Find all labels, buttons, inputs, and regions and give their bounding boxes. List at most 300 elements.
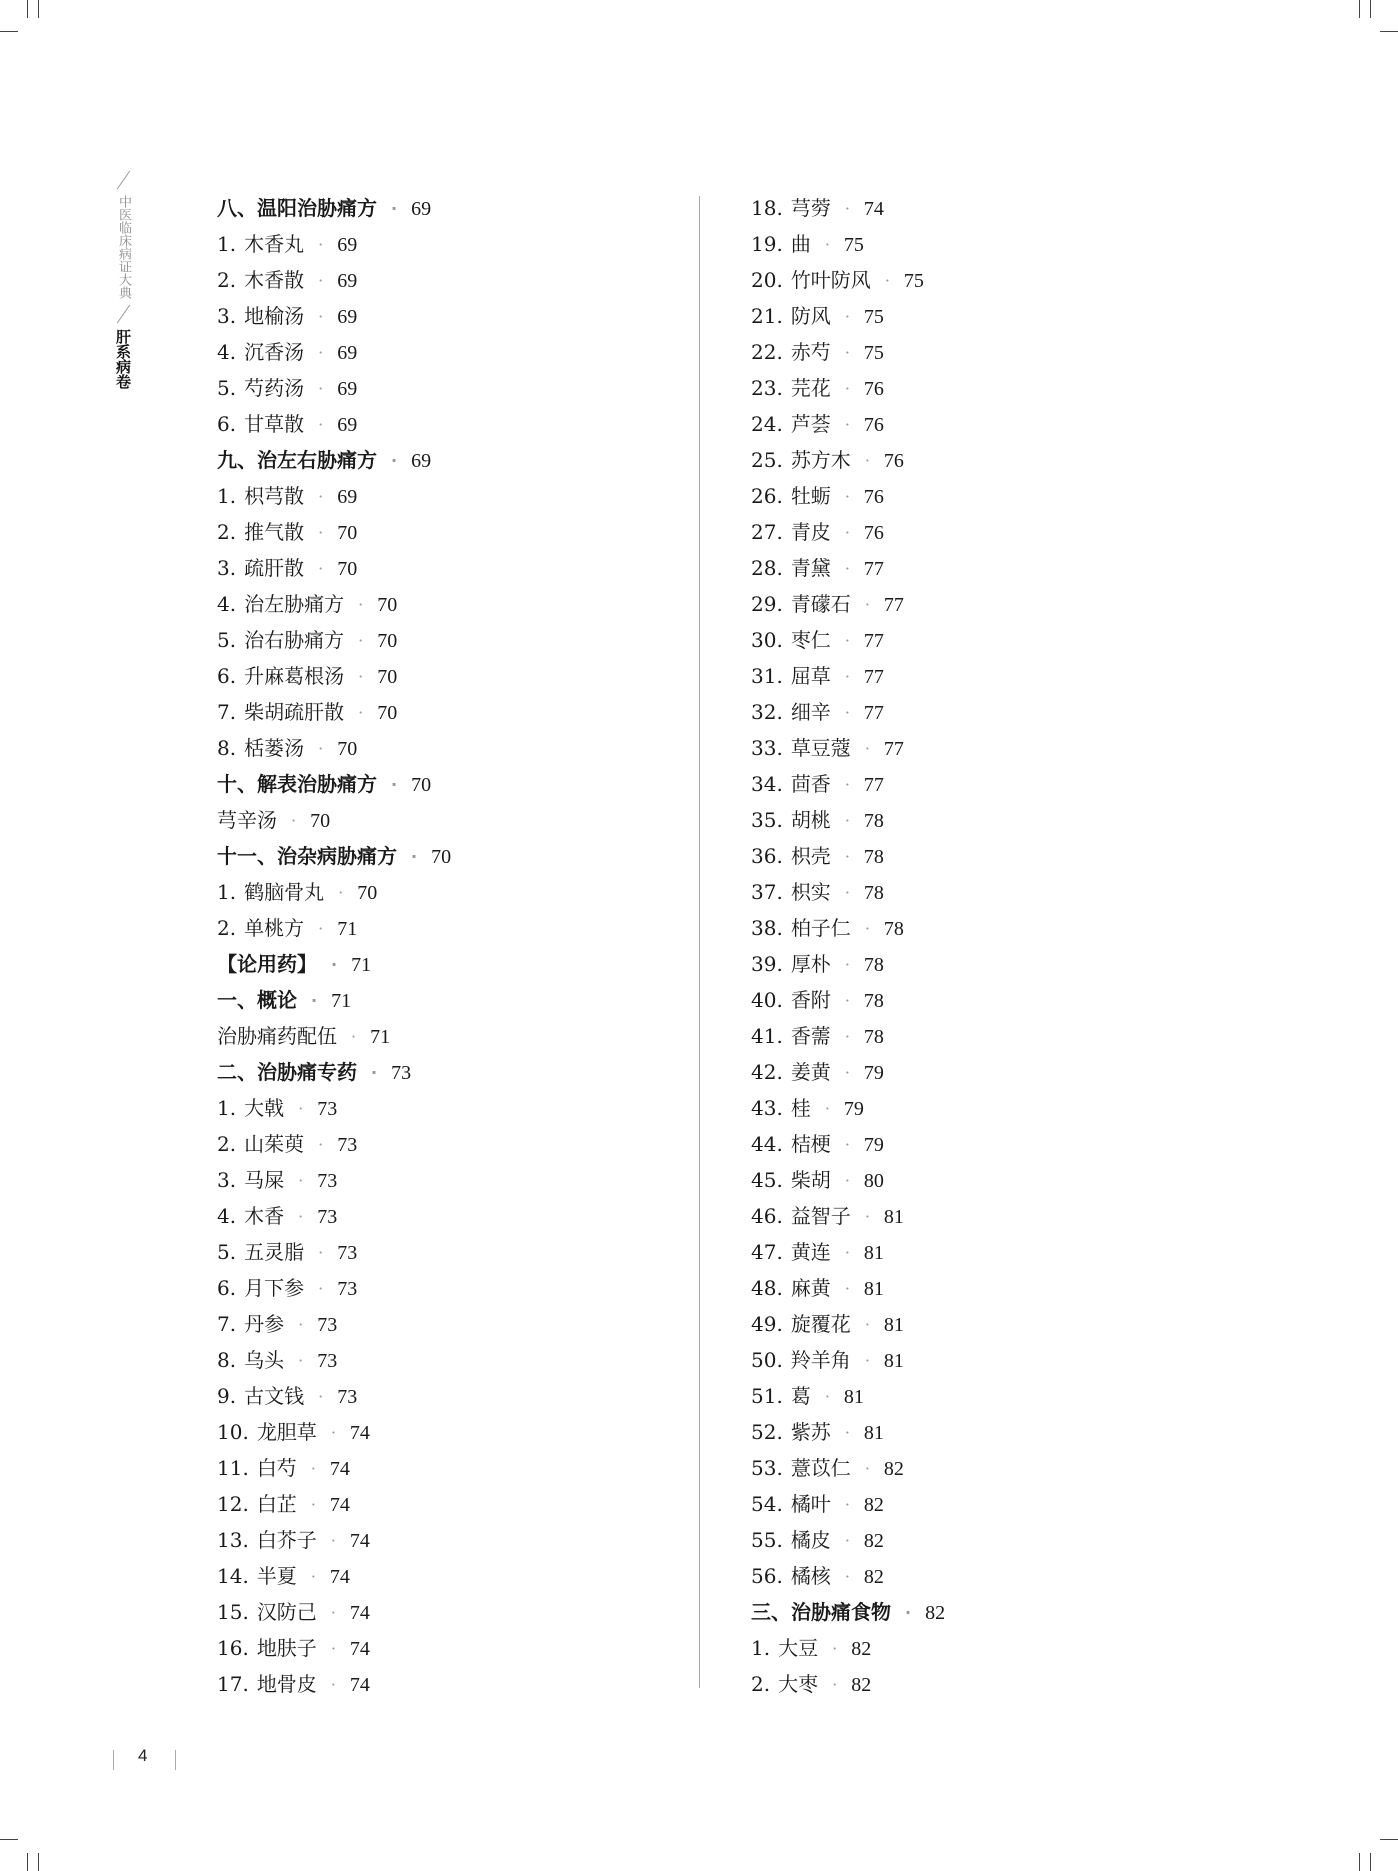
toc-entry-title: 山茱萸	[244, 1132, 305, 1156]
leader-dot: ·	[318, 1243, 324, 1262]
toc-entry[interactable]	[751, 1306, 945, 1342]
leader-dot: ·	[844, 775, 850, 794]
toc-entry-page: 77	[883, 738, 904, 760]
toc-entry-title: 香附	[790, 988, 831, 1012]
toc-entry[interactable]	[751, 1378, 945, 1414]
leader-dot: ·	[318, 1135, 324, 1154]
toc-entry-page: 71	[337, 918, 358, 940]
toc-entry-page: 73	[317, 1350, 338, 1372]
toc-entry-number: 41.	[751, 1024, 783, 1048]
series-title: 中医临床病证大典	[116, 195, 131, 299]
toc-entry-title: 柴胡	[790, 1168, 831, 1192]
toc-entry[interactable]	[751, 1234, 945, 1270]
toc-entry-title: 橘叶	[790, 1492, 831, 1516]
toc-entry-page: 74	[863, 198, 884, 220]
toc-entry[interactable]	[217, 1666, 451, 1702]
toc-entry-page: 82	[851, 1674, 872, 1696]
toc-entry[interactable]	[751, 802, 945, 838]
toc-entry[interactable]	[217, 1450, 451, 1486]
toc-entry-number: 23.	[751, 376, 783, 400]
toc-entry[interactable]	[751, 514, 945, 550]
crop-mark-tr-h	[1380, 31, 1398, 32]
toc-entry-page: 80	[863, 1170, 884, 1192]
toc-entry-page: 69	[411, 198, 432, 220]
toc-entry[interactable]	[217, 1162, 451, 1198]
toc-entry[interactable]	[217, 1198, 451, 1234]
toc-entry-number: 5.	[217, 628, 237, 652]
toc-entry-page: 69	[337, 378, 358, 400]
toc-entry-title: 鹤脑骨丸	[244, 880, 325, 904]
toc-entry-title: 枣仁	[790, 628, 831, 652]
toc-entry-title: 枳芎散	[244, 484, 305, 508]
leader-dot: ·	[318, 523, 324, 542]
toc-entry-number: 1.	[217, 880, 237, 904]
toc-section-heading[interactable]	[751, 1594, 945, 1630]
crop-mark-tl-h	[0, 31, 18, 32]
toc-entry-page: 73	[337, 1134, 358, 1156]
toc-entry-title: 益智子	[790, 1204, 851, 1228]
toc-entry-title: 桂	[790, 1096, 811, 1120]
crop-mark-bl-v1	[27, 1853, 28, 1871]
toc-entry-title: 薏苡仁	[790, 1456, 851, 1480]
leader-dot: ·	[864, 451, 870, 470]
toc-entry-title: 地肤子	[256, 1636, 317, 1660]
toc-entry-title: 香薷	[790, 1024, 831, 1048]
toc-entry-page: 79	[863, 1062, 884, 1084]
toc-entry-number: 29.	[751, 592, 783, 616]
toc-entry[interactable]	[751, 442, 945, 478]
toc-entry-page: 70	[377, 594, 398, 616]
toc-entry-number: 18.	[751, 196, 783, 220]
toc-entry-number: 44.	[751, 1132, 783, 1156]
toc-entry-page: 70	[411, 774, 432, 796]
leader-dot: ·	[844, 1063, 850, 1082]
toc-entry[interactable]	[217, 1558, 451, 1594]
toc-entry-title: 木香丸	[244, 232, 305, 256]
toc-entry-title: 屈草	[790, 664, 831, 688]
toc-section-heading[interactable]	[217, 838, 451, 874]
leader-dot: ·	[844, 487, 850, 506]
toc-entry[interactable]	[751, 1558, 945, 1594]
toc-entry[interactable]	[217, 1306, 451, 1342]
toc-entry-title: 治胁痛药配伍	[217, 1024, 337, 1048]
toc-entry-page: 82	[863, 1530, 884, 1552]
toc-entry-title: 青礞石	[790, 592, 851, 616]
toc-entry-page: 78	[883, 918, 904, 940]
toc-entry[interactable]	[751, 334, 945, 370]
leader-dot: ·	[844, 883, 850, 902]
toc-entry[interactable]	[217, 370, 451, 406]
leader-dot: ·	[844, 343, 850, 362]
toc-entry[interactable]	[217, 1414, 451, 1450]
toc-entry-title: 大豆	[778, 1636, 819, 1660]
toc-entry-page: 76	[863, 522, 884, 544]
toc-entry-number: 54.	[751, 1492, 783, 1516]
leader-dot: ·	[298, 1207, 304, 1226]
toc-entry[interactable]	[217, 1018, 451, 1054]
toc-entry-page: 75	[863, 342, 884, 364]
toc-entry[interactable]	[217, 478, 451, 514]
toc-entry[interactable]	[751, 226, 945, 262]
toc-entry-title: 芫花	[790, 376, 831, 400]
leader-dot: ·	[291, 811, 297, 830]
toc-entry-number: 1.	[217, 1096, 237, 1120]
toc-entry[interactable]	[751, 478, 945, 514]
toc-entry[interactable]	[751, 298, 945, 334]
leader-dot: ·	[330, 1603, 336, 1622]
toc-entry-title: 厚朴	[790, 952, 831, 976]
toc-entry[interactable]	[751, 910, 945, 946]
toc-entry-page: 70	[337, 738, 358, 760]
toc-entry[interactable]	[751, 874, 945, 910]
toc-entry-title: 一、概论	[217, 988, 297, 1012]
toc-entry-number: 8.	[217, 1348, 237, 1372]
toc-entry-page: 73	[317, 1314, 338, 1336]
leader-dot: ·	[318, 235, 324, 254]
leader-dot: ·	[844, 523, 850, 542]
toc-entry-number: 8.	[217, 736, 237, 760]
leader-dot: ·	[844, 1279, 850, 1298]
toc-entry[interactable]	[751, 370, 945, 406]
toc-entry[interactable]	[217, 406, 451, 442]
toc-entry-title: 枳壳	[790, 844, 831, 868]
toc-entry-number: 25.	[751, 448, 783, 472]
toc-entry-title: 苏方木	[790, 448, 851, 472]
toc-entry[interactable]	[751, 658, 945, 694]
toc-entry-page: 70	[431, 846, 452, 868]
toc-entry-number: 3.	[217, 556, 237, 580]
toc-entry-title: 推气散	[244, 520, 305, 544]
toc-entry-number: 48.	[751, 1276, 783, 1300]
toc-entry[interactable]	[217, 1090, 451, 1126]
toc-entry-title: 甘草散	[244, 412, 305, 436]
toc-entry-number: 16.	[217, 1636, 249, 1660]
toc-entry[interactable]	[217, 802, 451, 838]
toc-entry[interactable]	[751, 550, 945, 586]
toc-entry-title: 枳实	[790, 880, 831, 904]
leader-dot: ·	[318, 1279, 324, 1298]
toc-entry[interactable]	[751, 1450, 945, 1486]
toc-entry-page: 74	[349, 1674, 370, 1696]
toc-entry-page: 77	[883, 594, 904, 616]
toc-entry[interactable]	[217, 1486, 451, 1522]
leader-dot: ·	[318, 343, 324, 362]
toc-entry-page: 73	[391, 1062, 412, 1084]
toc-entry[interactable]	[217, 1342, 451, 1378]
toc-entry-page: 74	[329, 1494, 350, 1516]
toc-entry-page: 70	[337, 522, 358, 544]
toc-entry[interactable]	[217, 622, 451, 658]
toc-entry-page: 77	[863, 774, 884, 796]
toc-section-heading[interactable]	[217, 766, 451, 802]
toc-entry-title: 白芷	[256, 1492, 297, 1516]
leader-dot: ·	[844, 991, 850, 1010]
toc-entry-title: 五灵脂	[244, 1240, 305, 1264]
toc-entry-number: 55.	[751, 1528, 783, 1552]
toc-section-heading[interactable]	[217, 946, 451, 982]
toc-entry-title: 芦荟	[790, 412, 831, 436]
leader-dot: ·	[844, 379, 850, 398]
toc-entry-number: 13.	[217, 1528, 249, 1552]
toc-entry-page: 70	[377, 702, 398, 724]
toc-entry[interactable]	[217, 1594, 451, 1630]
toc-entry-number: 19.	[751, 232, 783, 256]
toc-entry-title: 细辛	[790, 700, 831, 724]
volume-title: 肝系病卷	[114, 329, 132, 389]
toc-entry-page: 74	[349, 1422, 370, 1444]
toc-entry-page: 69	[337, 306, 358, 328]
toc-entry-title: 八、温阳治胁痛方	[217, 196, 377, 220]
toc-entry[interactable]	[217, 1270, 451, 1306]
toc-entry[interactable]	[217, 730, 451, 766]
toc-entry-number: 50.	[751, 1348, 783, 1372]
toc-entry-title: 姜黄	[790, 1060, 831, 1084]
toc-entry[interactable]	[217, 334, 451, 370]
toc-entry-title: 桔梗	[790, 1132, 831, 1156]
toc-entry[interactable]	[751, 1054, 945, 1090]
leader-dot: ·	[905, 1603, 912, 1622]
toc-entry-number: 22.	[751, 340, 783, 364]
toc-entry-page: 73	[317, 1170, 338, 1192]
toc-entry[interactable]	[751, 586, 945, 622]
toc-entry-page: 73	[317, 1206, 338, 1228]
toc-entry-number: 36.	[751, 844, 783, 868]
toc-entry[interactable]	[217, 586, 451, 622]
toc-entry[interactable]	[217, 298, 451, 334]
toc-entry-number: 56.	[751, 1564, 783, 1588]
toc-entry-number: 2.	[217, 268, 237, 292]
leader-dot: ·	[864, 919, 870, 938]
toc-entry[interactable]	[217, 1522, 451, 1558]
crop-mark-tr-v1	[1370, 0, 1371, 18]
toc-entry[interactable]	[217, 874, 451, 910]
toc-entry-title: 竹叶防风	[790, 268, 871, 292]
crop-mark-br-v1	[1370, 1853, 1371, 1871]
toc-entry-title: 升麻葛根汤	[244, 664, 345, 688]
toc-entry-page: 70	[310, 810, 331, 832]
toc-entry[interactable]	[217, 514, 451, 550]
leader-dot: ·	[844, 1027, 850, 1046]
toc-entry-title: 大戟	[244, 1096, 285, 1120]
toc-entry[interactable]	[751, 1666, 945, 1702]
toc-entry-number: 34.	[751, 772, 783, 796]
toc-entry-number: 40.	[751, 988, 783, 1012]
toc-entry[interactable]	[217, 550, 451, 586]
toc-entry-number: 51.	[751, 1384, 783, 1408]
toc-entry-number: 6.	[217, 664, 237, 688]
toc-entry-title: 胡桃	[790, 808, 831, 832]
leader-dot: ·	[330, 1531, 336, 1550]
toc-entry-number: 52.	[751, 1420, 783, 1444]
toc-entry[interactable]	[217, 1234, 451, 1270]
leader-dot: ·	[864, 739, 870, 758]
toc-entry-number: 30.	[751, 628, 783, 652]
leader-dot: ·	[844, 199, 850, 218]
toc-entry[interactable]	[217, 910, 451, 946]
toc-entry[interactable]	[751, 1414, 945, 1450]
toc-entry-page: 76	[863, 414, 884, 436]
leader-dot: ·	[864, 1207, 870, 1226]
toc-entry-title: 紫苏	[790, 1420, 831, 1444]
leader-dot: ·	[844, 667, 850, 686]
toc-entry-title: 沉香汤	[244, 340, 305, 364]
toc-entry[interactable]	[751, 1090, 945, 1126]
toc-entry-page: 75	[903, 270, 924, 292]
toc-entry-number: 3.	[217, 1168, 237, 1192]
toc-entry[interactable]	[751, 1162, 945, 1198]
leader-dot: ·	[844, 1531, 850, 1550]
toc-entry-number: 15.	[217, 1600, 249, 1624]
toc-entry-page: 73	[337, 1386, 358, 1408]
toc-entry[interactable]	[751, 406, 945, 442]
toc-entry-title: 葛	[790, 1384, 811, 1408]
toc-entry-number: 12.	[217, 1492, 249, 1516]
toc-entry[interactable]	[751, 190, 945, 226]
leader-dot: ·	[298, 1171, 304, 1190]
toc-entry[interactable]	[751, 1270, 945, 1306]
toc-entry-title: 橘核	[790, 1564, 831, 1588]
leader-dot: ·	[844, 307, 850, 326]
toc-entry-title: 治右胁痛方	[244, 628, 345, 652]
toc-entry-page: 78	[863, 990, 884, 1012]
toc-entry[interactable]	[751, 1486, 945, 1522]
leader-dot: ·	[824, 235, 830, 254]
toc-entry-number: 10.	[217, 1420, 249, 1444]
toc-entry[interactable]	[751, 1198, 945, 1234]
toc-entry-number: 6.	[217, 412, 237, 436]
leader-dot: ·	[864, 1315, 870, 1334]
toc-entry-number: 4.	[217, 1204, 237, 1228]
toc-entry-title: 曲	[790, 232, 811, 256]
crop-mark-tl-v1	[27, 0, 28, 18]
leader-dot: ·	[884, 271, 890, 290]
toc-entry[interactable]	[217, 694, 451, 730]
toc-entry-page: 75	[863, 306, 884, 328]
leader-dot: ·	[844, 631, 850, 650]
toc-section-heading[interactable]	[217, 442, 451, 478]
toc-entry[interactable]	[217, 1630, 451, 1666]
toc-entry-title: 木香散	[244, 268, 305, 292]
leader-dot: ·	[358, 703, 364, 722]
toc-entry-page: 74	[349, 1638, 370, 1660]
crop-mark-tr-v2	[1359, 0, 1360, 18]
toc-entry[interactable]	[751, 1342, 945, 1378]
toc-entry[interactable]	[751, 622, 945, 658]
toc-entry-title: 防风	[790, 304, 831, 328]
toc-entry[interactable]	[217, 1126, 451, 1162]
toc-entry-number: 2.	[751, 1672, 771, 1696]
toc-entry-page: 71	[331, 990, 352, 1012]
toc-entry[interactable]	[751, 730, 945, 766]
leader-dot: ·	[358, 667, 364, 686]
toc-entry[interactable]	[751, 982, 945, 1018]
toc-entry[interactable]	[751, 694, 945, 730]
toc-entry-number: 1.	[217, 232, 237, 256]
toc-entry-number: 33.	[751, 736, 783, 760]
toc-entry-page: 79	[863, 1134, 884, 1156]
toc-entry-number: 2.	[217, 1132, 237, 1156]
toc-entry-page: 69	[337, 342, 358, 364]
toc-entry-number: 39.	[751, 952, 783, 976]
toc-entry-title: 丹参	[244, 1312, 285, 1336]
toc-entry-title: 马屎	[244, 1168, 285, 1192]
toc-entry[interactable]	[217, 262, 451, 298]
leader-dot: ·	[832, 1639, 838, 1658]
spine-slash-middle	[116, 305, 129, 324]
toc-section-heading[interactable]	[217, 982, 451, 1018]
leader-dot: ·	[358, 595, 364, 614]
toc-entry[interactable]	[751, 1018, 945, 1054]
leader-dot: ·	[318, 379, 324, 398]
toc-entry-title: 茴香	[790, 772, 831, 796]
toc-entry[interactable]	[751, 1630, 945, 1666]
toc-entry[interactable]	[751, 1126, 945, 1162]
leader-dot: ·	[844, 955, 850, 974]
toc-entry-number: 5.	[217, 1240, 237, 1264]
leader-dot: ·	[844, 1495, 850, 1514]
toc-entry-number: 43.	[751, 1096, 783, 1120]
toc-entry[interactable]	[751, 1522, 945, 1558]
toc-entry-title: 龙胆草	[256, 1420, 317, 1444]
toc-right-column	[751, 190, 945, 1702]
crop-mark-br-h	[1380, 1839, 1398, 1840]
toc-entry[interactable]	[751, 838, 945, 874]
toc-entry[interactable]	[751, 946, 945, 982]
leader-dot: ·	[864, 1459, 870, 1478]
toc-entry-number: 4.	[217, 592, 237, 616]
toc-entry-number: 24.	[751, 412, 783, 436]
toc-entry[interactable]	[217, 1378, 451, 1414]
toc-section-heading[interactable]	[217, 1054, 451, 1090]
toc-entry-page: 71	[351, 954, 372, 976]
toc-entry-title: 十、解表治胁痛方	[217, 772, 377, 796]
leader-dot: ·	[318, 559, 324, 578]
leader-dot: ·	[844, 1135, 850, 1154]
leader-dot: ·	[318, 487, 324, 506]
toc-entry-title: 芎辛汤	[217, 808, 277, 832]
leader-dot: ·	[864, 595, 870, 614]
toc-section-heading[interactable]	[217, 190, 451, 226]
toc-entry-title: 白芥子	[256, 1528, 317, 1552]
toc-entry[interactable]	[751, 766, 945, 802]
toc-entry-title: 疏肝散	[244, 556, 305, 580]
toc-entry-number: 2.	[217, 520, 237, 544]
column-divider	[699, 196, 700, 1688]
leader-dot: ·	[844, 811, 850, 830]
toc-entry-page: 73	[337, 1278, 358, 1300]
crop-mark-bl-v2	[38, 1853, 39, 1871]
toc-entry[interactable]	[217, 658, 451, 694]
toc-entry-title: 青皮	[790, 520, 831, 544]
toc-entry-number: 4.	[217, 340, 237, 364]
toc-entry-number: 7.	[217, 700, 237, 724]
toc-entry-page: 71	[370, 1026, 391, 1048]
toc-entry-title: 芍药汤	[244, 376, 305, 400]
leader-dot: ·	[864, 1351, 870, 1370]
leader-dot: ·	[318, 271, 324, 290]
toc-entry-number: 47.	[751, 1240, 783, 1264]
toc-entry-title: 九、治左右胁痛方	[217, 448, 377, 472]
toc-left-column	[217, 190, 451, 1702]
toc-entry-number: 27.	[751, 520, 783, 544]
toc-entry-page: 78	[863, 810, 884, 832]
toc-entry-title: 乌头	[244, 1348, 285, 1372]
toc-entry-page: 74	[329, 1566, 350, 1588]
toc-entry[interactable]	[217, 226, 451, 262]
toc-entry-title: 牡蛎	[790, 484, 831, 508]
toc-entry[interactable]	[751, 262, 945, 298]
toc-entry-page: 82	[863, 1566, 884, 1588]
